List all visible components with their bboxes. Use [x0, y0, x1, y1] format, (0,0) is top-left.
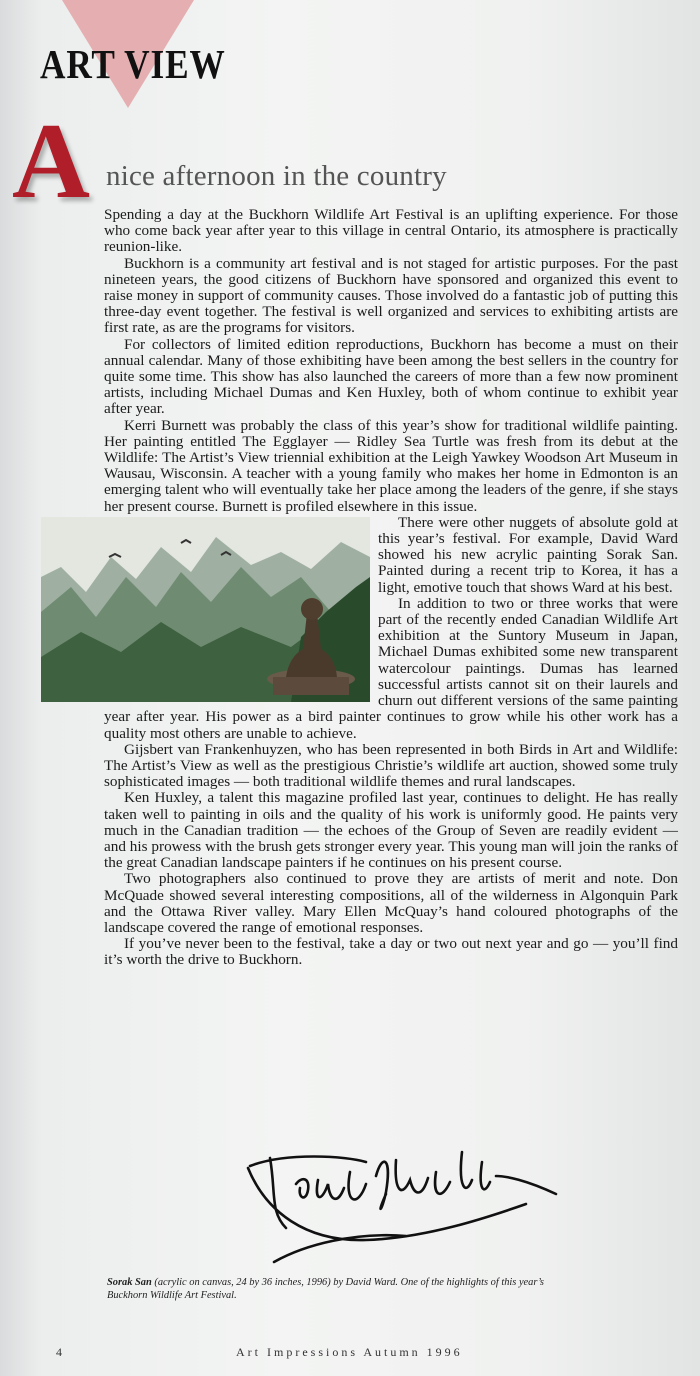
paragraph: If you’ve never been to the festival, take a day or two out next year and go — you’ll find it’s worth the drive to Buckhorn. [104, 935, 678, 969]
paragraph: Two photographers also continued to prove they are artists of merit and note. Don McQuade showed several interesting compositions, all of the wilderness in Algonquin Park and the Ottawa River valley. Mary Ellen McQuay’s hand coloured photographs of the landscape covered the range of emotional responses. [104, 870, 678, 936]
caption-title: Sorak San [107, 1277, 152, 1288]
paragraph: In addition to two or three works that were part of the recently ended Canadian Wildlife Art exhibition at the Suntory Museum in Japan, Michael Dumas exhibited some new transparent watercolour paintings. Dumas has learned successful artists cannot sit on their laurels and churn out different versions of the same painting year after year. His power as a bird painter continues to grow while his other work has a quality most others are unable to achieve. [104, 594, 678, 742]
signature-icon [226, 1132, 572, 1282]
paragraph: Buckhorn is a community art festival and is not staged for artistic purposes. For the past nineteen years, the good citizens of Buckhorn have sponsored and organized this event to raise money in support of community causes. Those involved do a fantastic job of putting this three-day event together. The festival is well organized and services to exhibiting artists are first rate, as are the programs for visitors. [104, 254, 678, 337]
paragraph: Ken Huxley, a talent this magazine profiled last year, continues to delight. He has really taken well to painting in oils and the quality of his work is uniformly good. He paints very much in the Canadian tradition — the echoes of the Group of Seven are readily evident — and his prowess with the brush gets stronger every year. This young man will join the ranks of the great Canadian landscape painters if he continues on his present course. [104, 789, 678, 872]
article-body [104, 207, 678, 969]
section-heading: ART VIEW [40, 41, 226, 87]
paragraph: There were other nuggets of absolute gold at this year’s festival. For example, David Ward showed his new acrylic painting Sorak San. Painted during a recent trip to Korea, it has a light, emotive touch that shows Ward at his best. [378, 513, 678, 596]
paragraph: Spending a day at the Buckhorn Wildlife Art Festival is an uplifting experience. For those who come back year after year to this village in central Ontario, its atmosphere is practically reunion-like. [104, 206, 678, 256]
page-number: 4 [56, 1345, 62, 1359]
paragraph: Kerri Burnett was probably the class of this year’s show for traditional wildlife painting. Her painting entitled The Egglayer — Ridley Sea Turtle was fresh from its debut at the Wildlife: The Artist’s View triennial exhibition at the Leigh Yawkey Woodson Art Museum in Wausau, Wisconsin. A teacher with a young family who makes her home in Edmonton is an emerging talent who will eventually take her place among the leaders of the genre, if she stays her present course. Burnett is profiled elsewhere in this issue. [104, 416, 678, 515]
publication-footer: Art Impressions Autumn 1996 [236, 1345, 463, 1359]
paragraph: For collectors of limited edition reproductions, Buckhorn has become a must on their annual calendar. Many of those exhibiting have been among the best sellers in the country for quite some time. This show has also launched the careers of more than a few now prominent artists, including Michael Dumas and Ken Huxley, both of whom continue to exhibit year after year. [104, 335, 678, 418]
painting-image [41, 517, 370, 702]
paragraph: Gijsbert van Frankenhuyzen, who has been represented in both Birds in Art and Wildlife: The Artist’s View as well as the prestigious Christie’s wildlife art auction, showed some truly sophisticated images — both traditional wildlife themes and rural landscapes. [104, 740, 678, 791]
drop-cap: A [12, 102, 90, 221]
image-caption [107, 1276, 547, 1302]
article-title: nice afternoon in the country [106, 160, 447, 192]
caption-text: (acrylic on canvas, 24 by 36 inches, 1996) by David Ward. One of the highlights of this year’s Buckhorn Wildlife Art Festival. [107, 1277, 544, 1301]
